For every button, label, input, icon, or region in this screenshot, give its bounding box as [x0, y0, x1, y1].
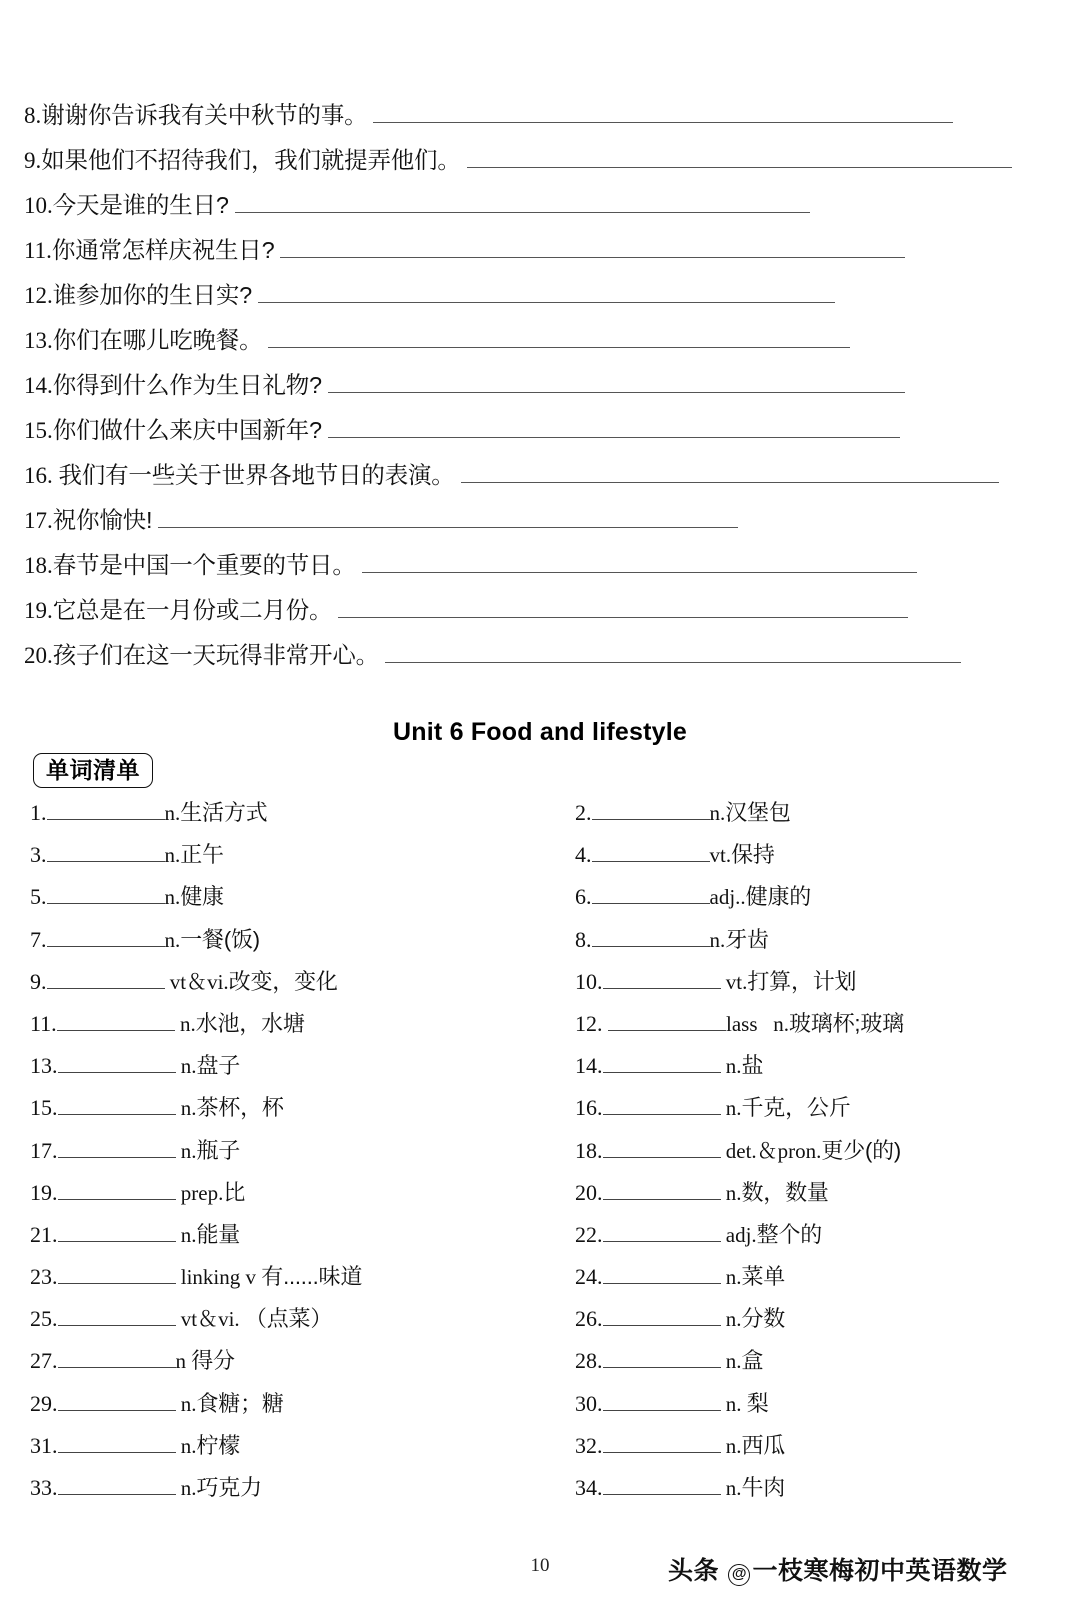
- wordlist-item-number: 15.: [30, 1095, 58, 1121]
- sentence-row: [0, 546, 1080, 591]
- word-answer-blank[interactable]: [603, 1477, 721, 1495]
- part-of-speech: n.: [164, 843, 181, 868]
- wordlist-item-number: 4.: [575, 842, 592, 868]
- wordlist-item-number: 29.: [30, 1390, 58, 1416]
- word-answer-blank[interactable]: [47, 886, 165, 904]
- wordlist-item: [0, 1134, 540, 1176]
- chinese-definition: 更少(的): [821, 1137, 902, 1163]
- sentence-number: 11.: [24, 238, 52, 263]
- chinese-definition: 正午: [180, 842, 224, 868]
- sentence-chinese-text: 春节是中国一个重要的节日。: [52, 552, 356, 578]
- chinese-definition: 西瓜: [741, 1432, 786, 1458]
- chinese-definition: 千克，公斤: [741, 1095, 851, 1121]
- sentence-chinese-text: 谁参加你的生日实?: [52, 282, 253, 308]
- chinese-definition: 牛肉: [741, 1475, 786, 1500]
- wordlist-item-number: 31.: [30, 1432, 58, 1458]
- sentence-chinese-text: 你通常怎样庆祝生日?: [51, 237, 275, 263]
- answer-blank[interactable]: [258, 283, 835, 303]
- wordlist-item: [540, 965, 1080, 1007]
- chinese-definition: 巧克力: [196, 1475, 262, 1500]
- answer-blank[interactable]: [158, 508, 738, 528]
- part-of-speech: n.: [720, 1180, 742, 1205]
- word-answer-blank[interactable]: [592, 844, 710, 862]
- word-answer-blank[interactable]: [592, 886, 710, 904]
- part-of-speech: adj..: [709, 885, 746, 910]
- wordlist-item-number: 34.: [575, 1475, 603, 1500]
- word-answer-blank[interactable]: [58, 1140, 176, 1158]
- answer-blank[interactable]: [385, 643, 961, 663]
- wordlist-item-number: 3.: [30, 842, 47, 868]
- word-answer-blank[interactable]: [58, 1182, 176, 1200]
- chinese-definition: 盘子: [196, 1053, 241, 1079]
- sentence-chinese-text: 孩子们在这一天玩得非常开心。: [52, 642, 379, 668]
- wordlist-item-number: 30.: [575, 1390, 603, 1416]
- answer-blank[interactable]: [338, 598, 908, 618]
- sentence-row: [0, 591, 1080, 636]
- part-of-speech: prep.: [175, 1180, 224, 1205]
- sentence-chinese-text: 你们在哪儿吃晚餐。: [52, 327, 263, 353]
- sentence-chinese-text: 今天是谁的生日?: [52, 192, 229, 218]
- wordlist-item: [0, 1471, 540, 1513]
- word-answer-blank[interactable]: [58, 1350, 176, 1368]
- wordlist-item: [540, 923, 1080, 965]
- part-of-speech: n.: [175, 1433, 197, 1458]
- wordlist-badge: 单词清单: [33, 753, 153, 788]
- part-of-speech: n.: [720, 1391, 747, 1416]
- wordlist-item: [540, 1471, 1080, 1513]
- part-of-speech: n.: [720, 1476, 742, 1500]
- chinese-definition: 玻璃杯;玻璃: [789, 1010, 904, 1036]
- sentence-chinese-text: 谢谢你告诉我有关中秋节的事。: [41, 102, 368, 128]
- part-of-speech: n.: [709, 801, 726, 825]
- word-answer-blank[interactable]: [47, 971, 165, 989]
- word-answer-blank[interactable]: [58, 1308, 176, 1326]
- chinese-definition: 盐: [741, 1053, 764, 1079]
- wordlist-item-number: 20.: [575, 1179, 603, 1205]
- chinese-definition: 保持: [731, 842, 775, 868]
- chinese-definition: 食糖；糖: [196, 1390, 284, 1416]
- wordlist-item-number: 6.: [575, 884, 592, 910]
- wordlist-item: [540, 880, 1080, 922]
- sentence-number: 20.: [24, 643, 53, 668]
- word-answer-blank[interactable]: [47, 844, 165, 862]
- part-of-speech: n: [175, 1349, 192, 1374]
- wordlist-item: [0, 796, 540, 838]
- sentence-row: [0, 231, 1080, 276]
- part-of-speech: n.: [175, 1096, 197, 1121]
- word-answer-blank[interactable]: [603, 1055, 721, 1073]
- part-of-speech: vt＆vi.: [164, 969, 229, 994]
- part-of-speech: n.: [175, 1476, 197, 1500]
- chinese-definition: 数，数量: [741, 1179, 829, 1205]
- page-number: 10: [530, 1555, 550, 1576]
- word-answer-blank[interactable]: [603, 1266, 721, 1284]
- part-of-speech: n.: [164, 801, 181, 825]
- word-answer-blank[interactable]: [58, 1435, 176, 1453]
- chinese-definition: 柠檬: [196, 1432, 241, 1458]
- chinese-definition: （点菜）: [244, 1306, 333, 1332]
- sentence-number: 16.: [24, 463, 59, 488]
- wordlist-item: [0, 838, 540, 880]
- chinese-definition: 健康: [180, 884, 224, 910]
- wordlist-item-number: 19.: [30, 1179, 58, 1205]
- chinese-definition: 瓶子: [196, 1137, 241, 1163]
- word-answer-blank[interactable]: [603, 1097, 721, 1115]
- wordlist-item: [0, 1260, 540, 1302]
- word-answer-blank[interactable]: [603, 1224, 721, 1242]
- chinese-definition: 打算，计划: [747, 968, 857, 994]
- part-of-speech: n.: [175, 1054, 197, 1079]
- sentence-chinese-text: 我们有一些关于世界各地节日的表演。: [58, 462, 455, 488]
- sentence-number: 15.: [24, 418, 53, 443]
- wordlist-item: [540, 838, 1080, 880]
- word-answer-blank[interactable]: [592, 802, 710, 820]
- part-of-speech: n.: [164, 885, 181, 910]
- wordlist-item-number: 5.: [30, 884, 47, 910]
- wordlist-item-number: 17.: [30, 1137, 58, 1163]
- part-of-speech: n.: [175, 1391, 197, 1416]
- wordlist-item-number: 1.: [30, 800, 47, 825]
- wordlist-item-number: 16.: [575, 1095, 603, 1121]
- word-answer-blank[interactable]: [58, 1055, 176, 1073]
- chinese-definition: 牙齿: [725, 926, 769, 952]
- wordlist-item-number: 33.: [30, 1475, 58, 1500]
- answer-blank[interactable]: [362, 553, 917, 573]
- chinese-definition: 菜单: [741, 1264, 786, 1290]
- word-answer-blank[interactable]: [592, 929, 710, 947]
- wordlist-item: [540, 1302, 1080, 1344]
- word-answer-blank[interactable]: [603, 1308, 721, 1326]
- sentence-chinese-text: 它总是在一月份或二月份。: [52, 597, 333, 623]
- wordlist-item-number: 32.: [575, 1432, 603, 1458]
- wordlist-item: [0, 1429, 540, 1471]
- part-of-speech: n.: [709, 927, 726, 952]
- wordlist-item-number: 18.: [575, 1137, 603, 1163]
- word-answer-blank[interactable]: [603, 1435, 721, 1453]
- sentence-row: [0, 501, 1080, 546]
- sentence-row: [0, 186, 1080, 231]
- sentence-number: 13.: [24, 328, 53, 353]
- word-answer-blank[interactable]: [58, 1477, 176, 1495]
- sentence-row: [0, 96, 1080, 141]
- word-answer-blank[interactable]: [603, 1182, 721, 1200]
- wordlist-item: [540, 1260, 1080, 1302]
- wordlist-item: [0, 1218, 540, 1260]
- sentence-translation-section: [0, 96, 1080, 681]
- wordlist-item: [0, 1176, 540, 1218]
- part-of-speech: n.: [175, 1138, 197, 1163]
- sentence-number: 14.: [24, 373, 53, 398]
- word-answer-blank[interactable]: [603, 971, 721, 989]
- chinese-definition: 梨: [746, 1390, 769, 1416]
- wordlist-item-number: 28.: [575, 1348, 603, 1374]
- wordlist-item-number: 22.: [575, 1221, 603, 1247]
- wordlist-item: [540, 1429, 1080, 1471]
- sentence-chinese-text: 祝你愉快!: [52, 507, 153, 533]
- chinese-definition: 健康的: [745, 884, 812, 910]
- answer-blank[interactable]: [328, 373, 905, 393]
- part-of-speech: n.: [720, 1433, 742, 1458]
- wordlist-item-number: 9.: [30, 968, 47, 994]
- answer-blank[interactable]: [461, 463, 999, 483]
- part-of-speech: n.: [720, 1265, 742, 1290]
- wordlist-item: [0, 1302, 540, 1344]
- wordlist-item: [0, 1007, 540, 1049]
- sentence-number: 12.: [24, 283, 53, 308]
- wordlist-item: [540, 1387, 1080, 1429]
- sentence-row: [0, 636, 1080, 681]
- word-answer-blank[interactable]: [603, 1350, 721, 1368]
- word-answer-blank[interactable]: [603, 1393, 721, 1411]
- wordlist-item-number: 23.: [30, 1264, 58, 1290]
- wordlist-item: [0, 965, 540, 1007]
- chinese-definition: 得分: [191, 1348, 235, 1374]
- chinese-definition: 能量: [196, 1221, 241, 1247]
- wordlist-section: [0, 796, 1080, 1513]
- sentence-row: [0, 321, 1080, 366]
- sentence-row: [0, 456, 1080, 501]
- wordlist-item: [540, 1344, 1080, 1386]
- chinese-definition: 盒: [741, 1348, 764, 1374]
- wordlist-item: [540, 1134, 1080, 1176]
- wordlist-item: [0, 1049, 540, 1091]
- part-of-speech: n.: [174, 1011, 196, 1036]
- watermark-prefix: 头条: [668, 1557, 720, 1585]
- wordlist-item-number: 25.: [30, 1306, 58, 1332]
- part-of-speech: adj.: [720, 1222, 757, 1247]
- chinese-definition: 一餐(饭): [180, 926, 260, 952]
- wordlist-item-number: 14.: [575, 1053, 603, 1079]
- sentence-number: 17.: [24, 508, 53, 533]
- part-of-speech: det.＆pron.: [720, 1138, 822, 1163]
- wordlist-item-number: 8.: [575, 926, 592, 952]
- part-of-speech: lass n.: [726, 1011, 789, 1036]
- word-answer-blank[interactable]: [608, 1013, 726, 1031]
- part-of-speech: n.: [720, 1349, 742, 1374]
- chinese-definition: 有......味道: [261, 1264, 363, 1290]
- word-answer-blank[interactable]: [47, 802, 165, 820]
- answer-blank[interactable]: [280, 238, 905, 258]
- sentence-row: [0, 411, 1080, 456]
- sentence-number: 8.: [24, 103, 42, 128]
- wordlist-item-number: 26.: [575, 1306, 603, 1332]
- part-of-speech: linking v: [175, 1265, 262, 1290]
- sentence-row: [0, 141, 1080, 186]
- wordlist-item: [540, 1091, 1080, 1133]
- sentence-number: 9.: [24, 148, 42, 173]
- wordlist-item: [0, 1091, 540, 1133]
- wordlist-item-number: 12.: [575, 1010, 608, 1036]
- watermark-handle: 一枝寒梅初中英语数学: [752, 1557, 1008, 1585]
- answer-blank[interactable]: [268, 328, 850, 348]
- answer-blank[interactable]: [467, 148, 1012, 168]
- answer-blank[interactable]: [328, 418, 900, 438]
- part-of-speech: vt.: [720, 969, 748, 994]
- chinese-definition: 生活方式: [180, 800, 268, 825]
- part-of-speech: vt.: [709, 843, 732, 868]
- word-answer-blank[interactable]: [58, 1266, 176, 1284]
- part-of-speech: n.: [175, 1222, 197, 1247]
- part-of-speech: n.: [720, 1054, 742, 1079]
- wordlist-item: [0, 880, 540, 922]
- wordlist-item-number: 11.: [30, 1010, 57, 1036]
- wordlist-item-number: 24.: [575, 1264, 603, 1290]
- wordlist-item: [540, 1007, 1080, 1049]
- answer-blank[interactable]: [373, 103, 953, 123]
- watermark: [668, 1551, 1007, 1587]
- wordlist-item-number: 21.: [30, 1221, 58, 1247]
- chinese-definition: 整个的: [756, 1221, 823, 1247]
- word-answer-blank[interactable]: [603, 1140, 721, 1158]
- word-answer-blank[interactable]: [58, 1224, 176, 1242]
- wordlist-item-number: 7.: [30, 926, 47, 952]
- wordlist-item: [540, 1176, 1080, 1218]
- chinese-definition: 改变，变化: [228, 968, 338, 994]
- part-of-speech: n.: [720, 1307, 742, 1332]
- wordlist-item: [0, 1387, 540, 1429]
- chinese-definition: 分数: [741, 1306, 786, 1332]
- sentence-number: 18.: [24, 553, 53, 578]
- chinese-definition: 比: [223, 1179, 246, 1205]
- wordlist-item-number: 10.: [575, 968, 603, 994]
- chinese-definition: 茶杯，杯: [196, 1095, 284, 1121]
- sentence-number: 10.: [24, 193, 53, 218]
- wordlist-item-number: 2.: [575, 800, 592, 825]
- wordlist-item: [540, 1218, 1080, 1260]
- chinese-definition: 水池，水塘: [195, 1010, 305, 1036]
- word-answer-blank[interactable]: [57, 1013, 175, 1031]
- word-answer-blank[interactable]: [58, 1393, 176, 1411]
- at-sign-icon: @: [728, 1564, 750, 1586]
- sentence-chinese-text: 你们做什么来庆中国新年?: [52, 417, 322, 443]
- wordlist-item: [0, 1344, 540, 1386]
- part-of-speech: n.: [164, 927, 181, 952]
- part-of-speech: n.: [720, 1096, 742, 1121]
- wordlist-item-number: 27.: [30, 1348, 58, 1374]
- sentence-row: [0, 276, 1080, 321]
- chinese-definition: 汉堡包: [725, 800, 791, 825]
- sentence-chinese-text: 你得到什么作为生日礼物?: [52, 372, 322, 398]
- unit-heading: Unit 6 Food and lifestyle: [393, 718, 687, 746]
- sentence-chinese-text: 如果他们不招待我们，我们就提弄他们。: [41, 147, 461, 173]
- word-answer-blank[interactable]: [47, 929, 165, 947]
- wordlist-item: [540, 796, 1080, 838]
- answer-blank[interactable]: [235, 193, 810, 213]
- wordlist-item-number: 13.: [30, 1053, 58, 1079]
- wordlist-item: [0, 923, 540, 965]
- wordlist-item: [540, 1049, 1080, 1091]
- sentence-row: [0, 366, 1080, 411]
- part-of-speech: vt＆vi.: [175, 1307, 245, 1332]
- word-answer-blank[interactable]: [58, 1097, 176, 1115]
- sentence-number: 19.: [24, 598, 53, 623]
